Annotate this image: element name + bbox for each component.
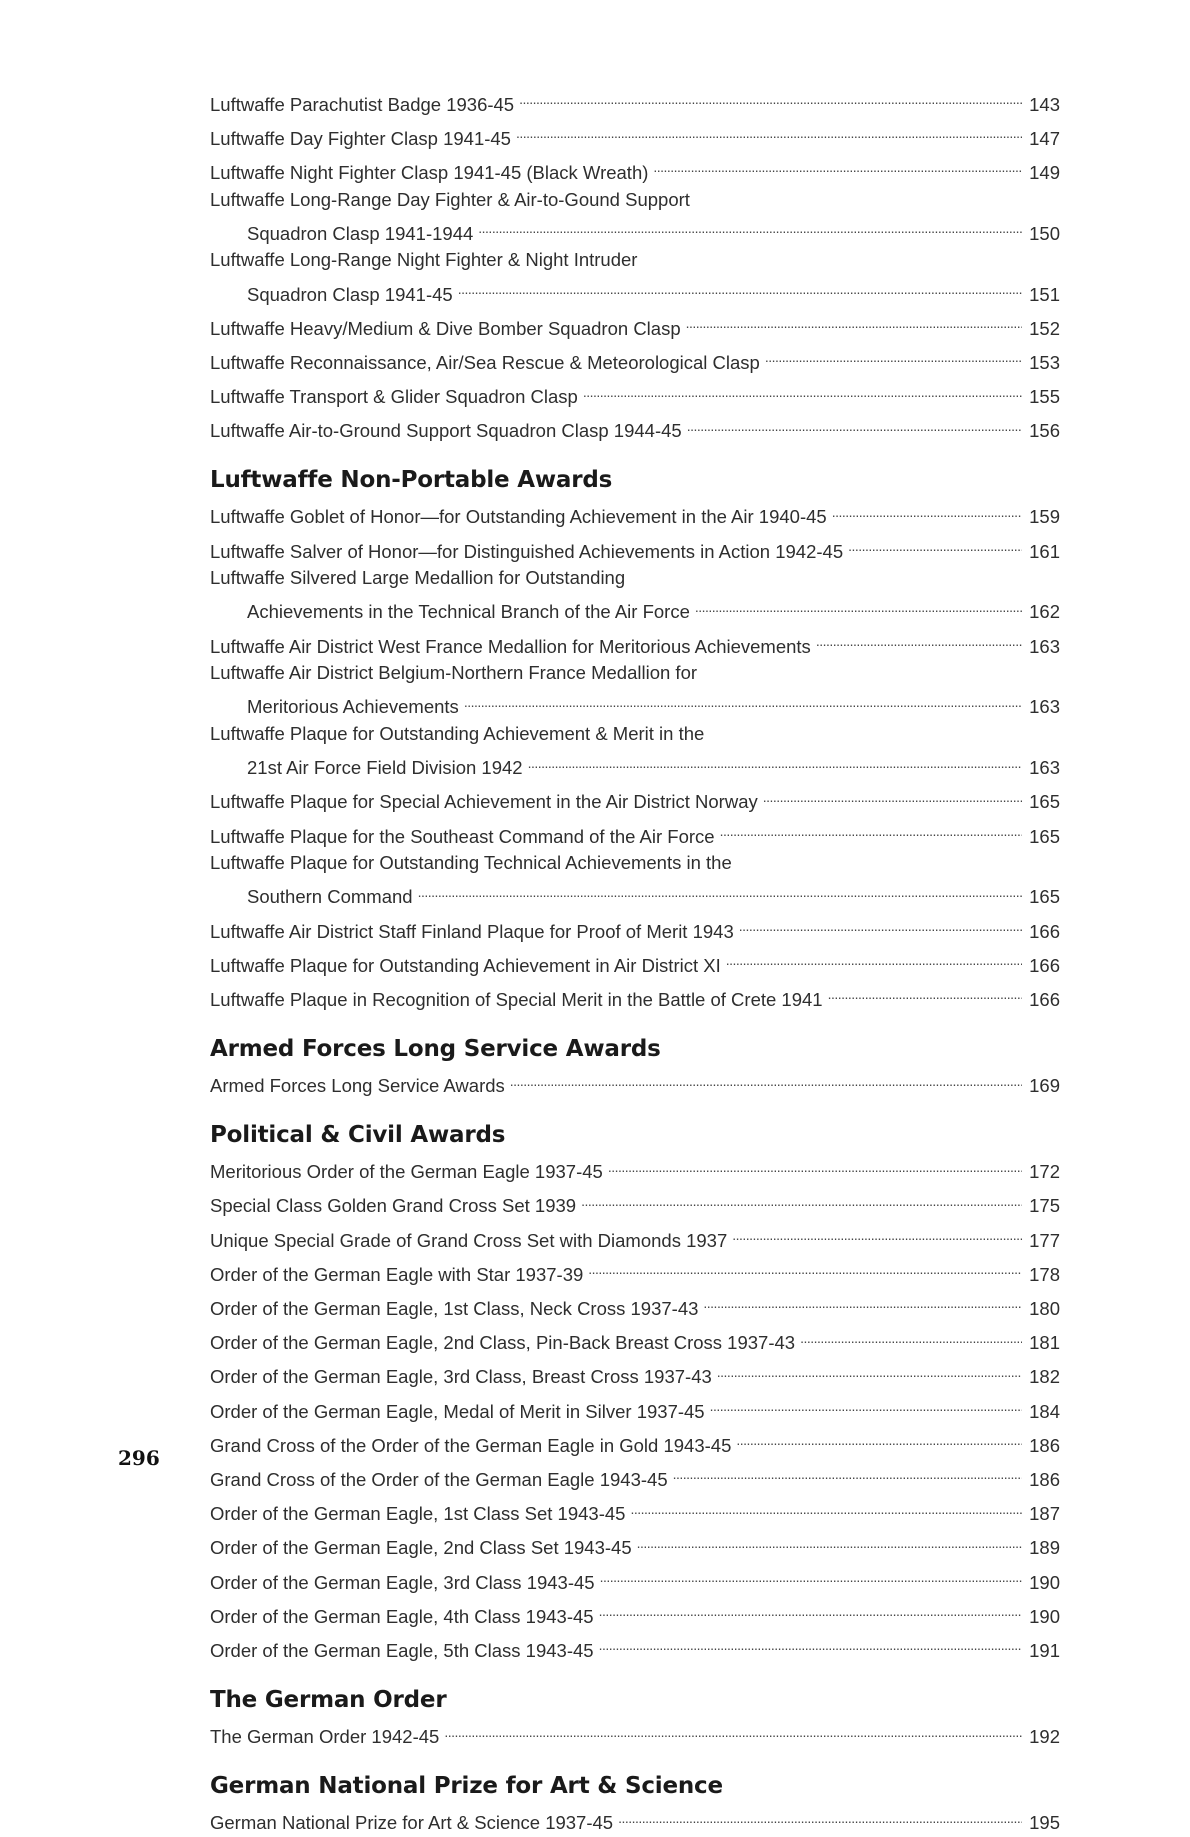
dot-leader [418,877,1022,904]
toc-entry [210,497,1060,531]
toc-entry-continuation: Achievements in the Technical Branch of the Air Force [247,601,690,623]
toc-entry-page: 190 [1029,1605,1060,1627]
toc-entry-page: 165 [1029,825,1060,847]
toc-entry-page: 190 [1029,1571,1060,1593]
toc-entry-title: Luftwaffe Reconnaissance, Air/Sea Rescue & Meteorological Clasp [210,351,760,373]
dot-leader [510,1066,1022,1093]
dot-leader [637,1528,1022,1555]
toc-entry-title: Luftwaffe Air District Belgium-Northern France Medallion for [210,662,698,684]
dot-leader [464,687,1022,714]
toc-entry-title: Order of the German Eagle, 1st Class, Neck Cross 1937-43 [210,1298,699,1320]
toc-entry-continuation: Meritorious Achievements [247,696,459,718]
dot-leader [588,1254,1022,1281]
dot-leader [516,118,1022,145]
toc-entry-page: 178 [1029,1263,1060,1285]
dot-leader [828,979,1022,1006]
toc-entry-title: Luftwaffe Plaque for Outstanding Technical Achievements in the [210,852,732,874]
toc-entry-title: Luftwaffe Air District West France Medallion for Meritorious Achievements [210,635,811,657]
toc-entry [210,1528,1060,1562]
toc-section [210,1771,1060,1837]
toc-entry-title: Order of the German Eagle with Star 1937-39 [210,1263,584,1285]
toc-entry-title: Meritorious Order of the German Eagle 1937-45 [210,1161,603,1183]
dot-leader [763,782,1022,809]
toc-entry-page: 189 [1029,1537,1060,1559]
toc-entry-page: 181 [1029,1332,1060,1354]
toc-entry-title: Luftwaffe Transport & Glider Squadron Clasp [210,386,578,408]
toc-entry-page: 166 [1029,988,1060,1010]
toc-entry-page: 192 [1029,1726,1060,1748]
toc-entry-page: 163 [1029,757,1060,779]
section-heading: Armed Forces Long Service Awards [210,1035,661,1062]
toc-entry-continuation: 21st Air Force Field Division 1942 [247,757,523,779]
toc-entry [210,531,1060,565]
dot-leader [583,377,1022,404]
toc-entry [210,1717,1060,1751]
toc-section [210,465,1060,1014]
toc-entry [210,411,1060,445]
toc-section [210,1120,1060,1665]
dot-leader [717,1357,1022,1384]
dot-leader [765,342,1022,369]
toc-entry-page: 184 [1029,1400,1060,1422]
toc-entry-continuation: Squadron Clasp 1941-45 [247,283,453,305]
toc-entry [210,1494,1060,1528]
toc-entry-title: The German Order 1942-45 [210,1726,440,1748]
toc-section [210,1034,1060,1100]
toc-entry-title: Grand Cross of the Order of the German Eagle 1943-45 [210,1468,668,1490]
dot-leader [599,1596,1022,1623]
toc-entry [210,1323,1060,1357]
toc-entry [210,84,1060,118]
toc-entry-title: Luftwaffe Plaque for the Southeast Command of the Air Force [210,825,715,847]
dot-leader [732,1220,1022,1247]
toc-entry-page: 165 [1029,886,1060,908]
dot-leader [458,274,1022,301]
toc-entry-title: Luftwaffe Silvered Large Medallion for Outstanding [210,567,626,589]
dot-leader [600,1562,1022,1589]
toc-entry-title: Grand Cross of the Order of the German Eagle in Gold 1943-45 [210,1434,732,1456]
toc-entry-title: German National Prize for Art & Science 1937-45 [210,1812,614,1834]
toc-entry-title: Luftwaffe Air-to-Ground Support Squadron Clasp 1944-45 [210,420,682,442]
toc-entry-page: 166 [1029,920,1060,942]
toc-entry-page: 187 [1029,1503,1060,1525]
toc-entry [210,626,1060,660]
toc-entry [210,342,1060,376]
toc-entry [210,1391,1060,1425]
toc-entry [210,308,1060,342]
dot-leader [703,1288,1022,1315]
toc-entry [210,1152,1060,1186]
toc-entry-page: 165 [1029,791,1060,813]
toc-entry-title: Luftwaffe Plaque in Recognition of Special Merit in the Battle of Crete 1941 [210,988,823,1010]
section-heading: Luftwaffe Non-Portable Awards [210,466,613,493]
toc-entry-page: 143 [1029,93,1060,115]
toc-entry [210,152,1060,186]
toc-entry-title: Luftwaffe Goblet of Honor—for Outstanding Achievement in the Air 1940-45 [210,506,827,528]
dot-leader [478,213,1022,240]
toc-entry [210,1425,1060,1459]
toc-entry [210,911,1060,945]
toc-entry-title: Order of the German Eagle, 2nd Class, Pin-Back Breast Cross 1937-43 [210,1332,796,1354]
toc-entry-title: Luftwaffe Long-Range Day Fighter & Air-to-Gound Support [210,188,690,210]
toc-entry [210,687,1060,721]
dot-leader [686,308,1022,335]
toc-entry-title: Luftwaffe Night Fighter Clasp 1941-45 (Black Wreath) [210,161,649,183]
toc-entry-page: 152 [1029,317,1060,339]
toc-entry-page: 147 [1029,127,1060,149]
toc-entry [210,1459,1060,1493]
dot-leader [710,1391,1022,1418]
toc-entry-page: 155 [1029,386,1060,408]
dot-leader [832,497,1022,524]
toc-entry-page: 156 [1029,420,1060,442]
toc-entry-title: Luftwaffe Long-Range Night Fighter & Night Intruder [210,249,638,271]
dot-leader [800,1323,1022,1350]
toc-entry-title: Luftwaffe Plaque for Special Achievement in the Air District Norway [210,791,758,813]
section-heading: German National Prize for Art & Science [210,1772,723,1799]
toc-entry-page: 175 [1029,1195,1060,1217]
toc-entry [210,1186,1060,1220]
dot-leader [618,1803,1022,1830]
dot-leader [736,1425,1022,1452]
toc-entry [210,1562,1060,1596]
toc-entry-page: 150 [1029,222,1060,244]
toc-entry-page: 186 [1029,1468,1060,1490]
dot-leader [519,84,1022,111]
toc-entry [210,1066,1060,1100]
toc-entry-title: Luftwaffe Plaque for Outstanding Achievement & Merit in the [210,723,705,744]
toc-entry-title: Order of the German Eagle, 3rd Class, Breast Cross 1937-43 [210,1366,712,1388]
toc-entry-page: 151 [1029,283,1060,305]
toc-entry-title: Luftwaffe Parachutist Badge 1936-45 [210,93,515,115]
toc-entry-title: Special Class Golden Grand Cross Set 1939 [210,1195,577,1217]
toc-entry [210,782,1060,816]
toc-entry-title: Order of the German Eagle, 5th Class 1943-45 [210,1639,594,1661]
toc-entry-page: 161 [1029,540,1060,562]
toc-entry-title: Luftwaffe Salver of Honor—for Distinguished Achievements in Action 1942-45 [210,540,844,562]
dot-leader [630,1494,1022,1521]
dot-leader [528,748,1022,775]
toc-entry [210,118,1060,152]
toc-entry [210,1630,1060,1664]
toc-entry-title: Order of the German Eagle, 1st Class Set 1943-45 [210,1503,626,1525]
toc-entry-page: 177 [1029,1229,1060,1251]
dot-leader [608,1152,1022,1179]
toc-entry-page: 182 [1029,1366,1060,1388]
toc-entry-page: 153 [1029,351,1060,373]
toc-entry-page: 163 [1029,696,1060,718]
toc-entry [210,1357,1060,1391]
toc-entry-page: 162 [1029,601,1060,623]
table-of-contents [210,84,1060,1837]
dot-leader [695,592,1022,619]
toc-section [210,1685,1060,1751]
toc-entry-continuation: Southern Command [247,886,413,908]
section-heading: The German Order [210,1686,447,1713]
toc-entry-page: 191 [1029,1639,1060,1661]
toc-entry [210,213,1060,247]
toc-entry-page: 180 [1029,1298,1060,1320]
toc-entry-title: Luftwaffe Day Fighter Clasp 1941-45 [210,127,511,149]
toc-entry-title: Order of the German Eagle, 3rd Class 1943-45 [210,1571,595,1593]
toc-entry [210,748,1060,782]
toc-entry-title: Armed Forces Long Service Awards [210,1075,505,1097]
dot-leader [581,1186,1022,1213]
toc-entry [210,816,1060,850]
toc-entry [210,1288,1060,1322]
toc-entry-continuation: Squadron Clasp 1941-1944 [247,222,474,244]
toc-entry-page: 172 [1029,1161,1060,1183]
toc-entry-title: Luftwaffe Plaque for Outstanding Achievement in Air District XI [210,954,721,976]
dot-leader [848,531,1022,558]
dot-leader [687,411,1022,438]
toc-entry-page: 195 [1029,1812,1060,1834]
toc-entry [210,945,1060,979]
toc-entry-title: Order of the German Eagle, 4th Class 1943-45 [210,1605,594,1627]
toc-entry-title: Luftwaffe Heavy/Medium & Dive Bomber Squadron Clasp [210,317,681,339]
toc-entry [210,274,1060,308]
toc-entry-title: Order of the German Eagle, 2nd Class Set 1943-45 [210,1537,632,1559]
toc-entry [210,1596,1060,1630]
dot-leader [739,911,1022,938]
toc-entry-title: Order of the German Eagle, Medal of Merit in Silver 1937-45 [210,1400,705,1422]
toc-entry [210,377,1060,411]
toc-entry [210,1254,1060,1288]
toc-entry [210,979,1060,1013]
page-number: 296 [118,1446,160,1470]
dot-leader [816,626,1022,653]
dot-leader [726,945,1022,972]
dot-leader [444,1717,1022,1744]
toc-entry-page: 149 [1029,161,1060,183]
toc-entry [210,1803,1060,1837]
toc-entry-page: 186 [1029,1434,1060,1456]
toc-entry-page: 163 [1029,635,1060,657]
toc-entry-page: 166 [1029,954,1060,976]
toc-entry-page: 159 [1029,506,1060,528]
dot-leader [720,816,1022,843]
dot-leader [673,1459,1022,1486]
toc-entry [210,592,1060,626]
dot-leader [653,152,1022,179]
toc-section [210,84,1060,445]
toc-entry-title: Unique Special Grade of Grand Cross Set with Diamonds 1937 [210,1229,728,1251]
toc-entry [210,877,1060,911]
toc-entry-title: Luftwaffe Air District Staff Finland Plaque for Proof of Merit 1943 [210,920,734,942]
toc-entry-page: 169 [1029,1075,1060,1097]
section-heading: Political & Civil Awards [210,1121,506,1148]
toc-entry [210,1220,1060,1254]
